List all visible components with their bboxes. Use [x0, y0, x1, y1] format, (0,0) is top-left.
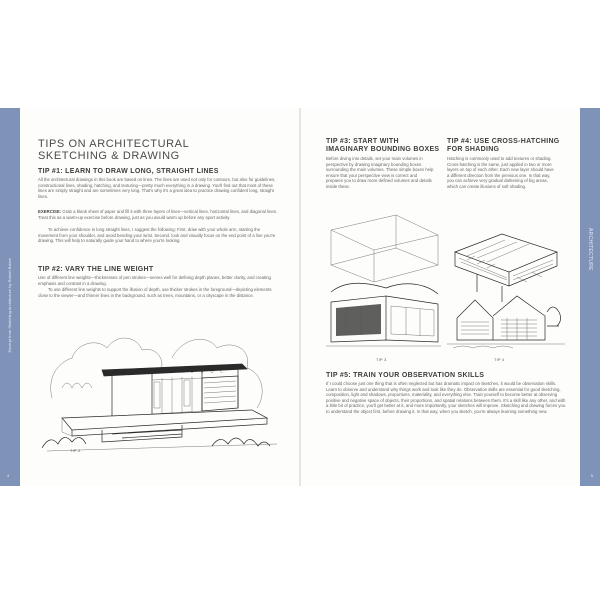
- title-line-2: SKETCHING & DRAWING: [38, 150, 180, 162]
- fig4-caption: TIP 4: [494, 358, 505, 362]
- house-sketch-illustration: [42, 318, 282, 456]
- cross-hatching-sketch: [447, 222, 565, 352]
- spine-text-left: Excerpt from Sketching Architecture by Robert Balzer: [7, 258, 12, 353]
- right-page-edge: [580, 108, 600, 486]
- tip5-heading: TIP #5: TRAIN YOUR OBSERVATION SKILLS: [326, 372, 485, 379]
- tip3-heading-line-1: TIP #3: START WITH: [326, 138, 399, 145]
- tip5-body: If I could choose just one thing that is often neglected but has dramatic impact on sketches, it would be observation skills. Learn to observe and understand why things work and look like they do. Observation skills are essential for good sketching, composition, light and shadows, proportions, materiality, and everything else. Train yourself to become better at observing positive and negative space of objects, their proportions, and spatial relations between them. It's a skill like any other, and with a little bit of practice, you'll get better at it, and more importantly, your sketches will improve. Sketching and drawing forces you to understand the object first, before drawing it. In that way, when you sketch, you're always learning something new.: [326, 381, 566, 414]
- tip3-heading-line-2: IMAGINARY BOUNDING BOXES: [326, 146, 440, 153]
- tip1-body: All the architectural drawings in this book are based on lines. The lines are used not only for contours, but also for guidelines, constructional lines, shading, hatching, and texturing—pretty much everything in a drawing. You'll find out that most of these lines are simply straight and are sometimes very long. That's why it's a great idea to practice drawing confident long, straight lines.: [38, 177, 276, 199]
- tip2-body-2: To use different line weights to support the illusion of depth, use thicker strokes in the foreground—depicting elements close to the viewer—and thinner lines in the background, such as trees, mountains, or a cityscape in the distance.: [38, 287, 272, 298]
- spine-text-right: ARCHITECTURE: [587, 228, 593, 271]
- exercise-block: [38, 209, 280, 220]
- tip3-heading: [326, 138, 446, 154]
- page-number-right: 5: [590, 473, 593, 478]
- tip4-heading-line-1: TIP #4: USE CROSS-HATCHING: [447, 138, 560, 145]
- tip2-body: Use of different line weights—thicknesses of pen strokes—serves well for defining depth planes, better clarity, and creating emphasis and contrast in a drawing.: [38, 275, 271, 286]
- page-number-left: 4: [7, 473, 10, 478]
- tip1-heading: TIP #1: LEARN TO DRAW LONG, STRAIGHT LINES: [38, 168, 219, 175]
- tip4-heading-line-2: FOR SHADING: [447, 146, 500, 153]
- exercise-label: EXERCISE:: [38, 209, 62, 214]
- exercise-body-2: To achieve confidence in long straight lines, I suggest the following: First, draw with your whole arm, starting the movement from your shoulder, and avoid bending your wrist. Second, look and visually focus on the end point of a line you're drawing. This will help to naturally guide your hand to where you're looking.: [38, 227, 276, 244]
- tip2-heading: TIP #2: VARY THE LINE WEIGHT: [38, 266, 154, 273]
- fig3-caption: TIP 3: [376, 358, 387, 362]
- tip4-body: Hatching is commonly used to add textures or shading. Cross-hatching is the same, just applied in two or more layers on top of each other. Each new layer should have a different direction from the previous one. In that way, you can achieve very gradual darkening of big areas, which can create illusions of soft shading.: [447, 156, 554, 189]
- left-page-edge: [0, 108, 20, 486]
- tip4-heading: [447, 138, 567, 154]
- book-gutter: [299, 108, 301, 486]
- title-line-1: TIPS ON ARCHITECTURAL: [38, 138, 190, 150]
- tip3-body: Before diving into details, set your main volumes in perspective by drawing imaginary bounding boxes surrounding the main volumes. These simple boxes help ensure that your perspective view is correct and prepares you to draw more defined volumes and details inside these.: [326, 156, 434, 189]
- page-title: [38, 138, 238, 162]
- fig2-caption: TIP 2: [70, 449, 81, 453]
- bounding-box-sketch: [326, 210, 441, 352]
- exercise-body: Grab a blank sheet of paper and fill it with three layers of lines—vertical lines, horizontal lines, and diagonal lines. Treat this as a warm-up exercise before drawing, just as you would warm up before any sport activity.: [38, 209, 278, 220]
